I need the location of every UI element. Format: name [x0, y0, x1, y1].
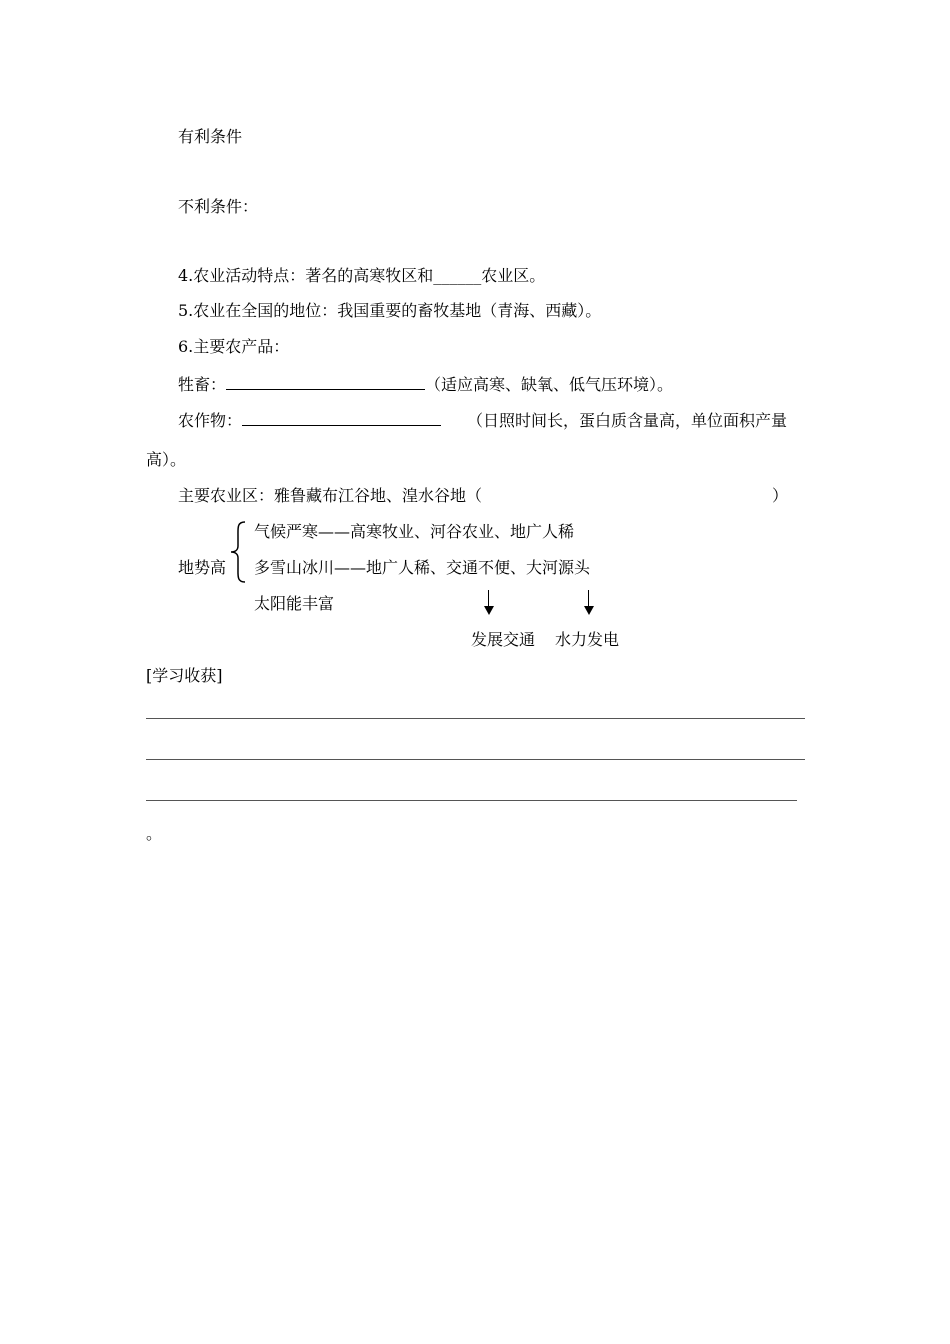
item-6-main-products: 6.主要农产品： [178, 337, 290, 356]
main-agri-area-close: ） [772, 486, 789, 505]
terrain-label: 地势高 [178, 558, 227, 577]
livestock-label: 牲畜： [178, 375, 227, 394]
main-agri-area-text: 主要农业区：雅鲁藏布江谷地、湟水谷地（ [178, 486, 483, 505]
result-hydropower: 水力发电 [555, 630, 620, 649]
livestock-line [178, 375, 673, 393]
arrow-head-icon [584, 606, 594, 615]
favorable-conditions-label: 有利条件 [178, 127, 243, 146]
arrow-head-icon [484, 606, 494, 615]
harvest-end-mark: 。 [146, 824, 163, 843]
terrain-branch-3: 太阳能丰富 [254, 594, 335, 613]
livestock-note: （适应高寒、缺氧、低气压环境）。 [425, 375, 674, 394]
arrow-down-icon [488, 590, 489, 607]
item-4-agriculture-features [178, 268, 545, 284]
item-4-suffix: 农业区。 [481, 266, 546, 285]
arrow-down-icon [588, 590, 589, 607]
livestock-answer-blank[interactable] [226, 375, 425, 390]
terrain-branch-1: 气候严寒——高寒牧业、河谷农业、地广人稀 [254, 522, 575, 541]
harvest-answer-line-3[interactable] [146, 800, 797, 801]
crops-note: （日照时间长，蛋白质含量高，单位面积产量 [467, 411, 788, 430]
crops-continuation: 高）。 [146, 450, 187, 469]
item-4-prefix: 4.农业活动特点：著名的高寒牧区和 [178, 266, 434, 285]
harvest-answer-line-2[interactable] [146, 759, 805, 760]
unfavorable-conditions-label: 不利条件： [178, 197, 259, 216]
harvest-heading: [学习收获] [146, 666, 223, 685]
result-develop-transport: 发展交通 [471, 630, 536, 649]
crops-answer-blank[interactable] [242, 411, 441, 426]
crops-line [178, 411, 787, 429]
item-4-blank[interactable]: ______ [433, 266, 482, 285]
harvest-answer-line-1[interactable] [146, 718, 805, 719]
curly-brace-icon [228, 520, 248, 584]
terrain-branch-2: 多雪山冰川——地广人稀、交通不便、大河源头 [254, 558, 591, 577]
item-5-national-status: 5.农业在全国的地位：我国重要的畜牧基地（青海、西藏）。 [178, 301, 602, 320]
crops-label: 农作物： [178, 411, 243, 430]
